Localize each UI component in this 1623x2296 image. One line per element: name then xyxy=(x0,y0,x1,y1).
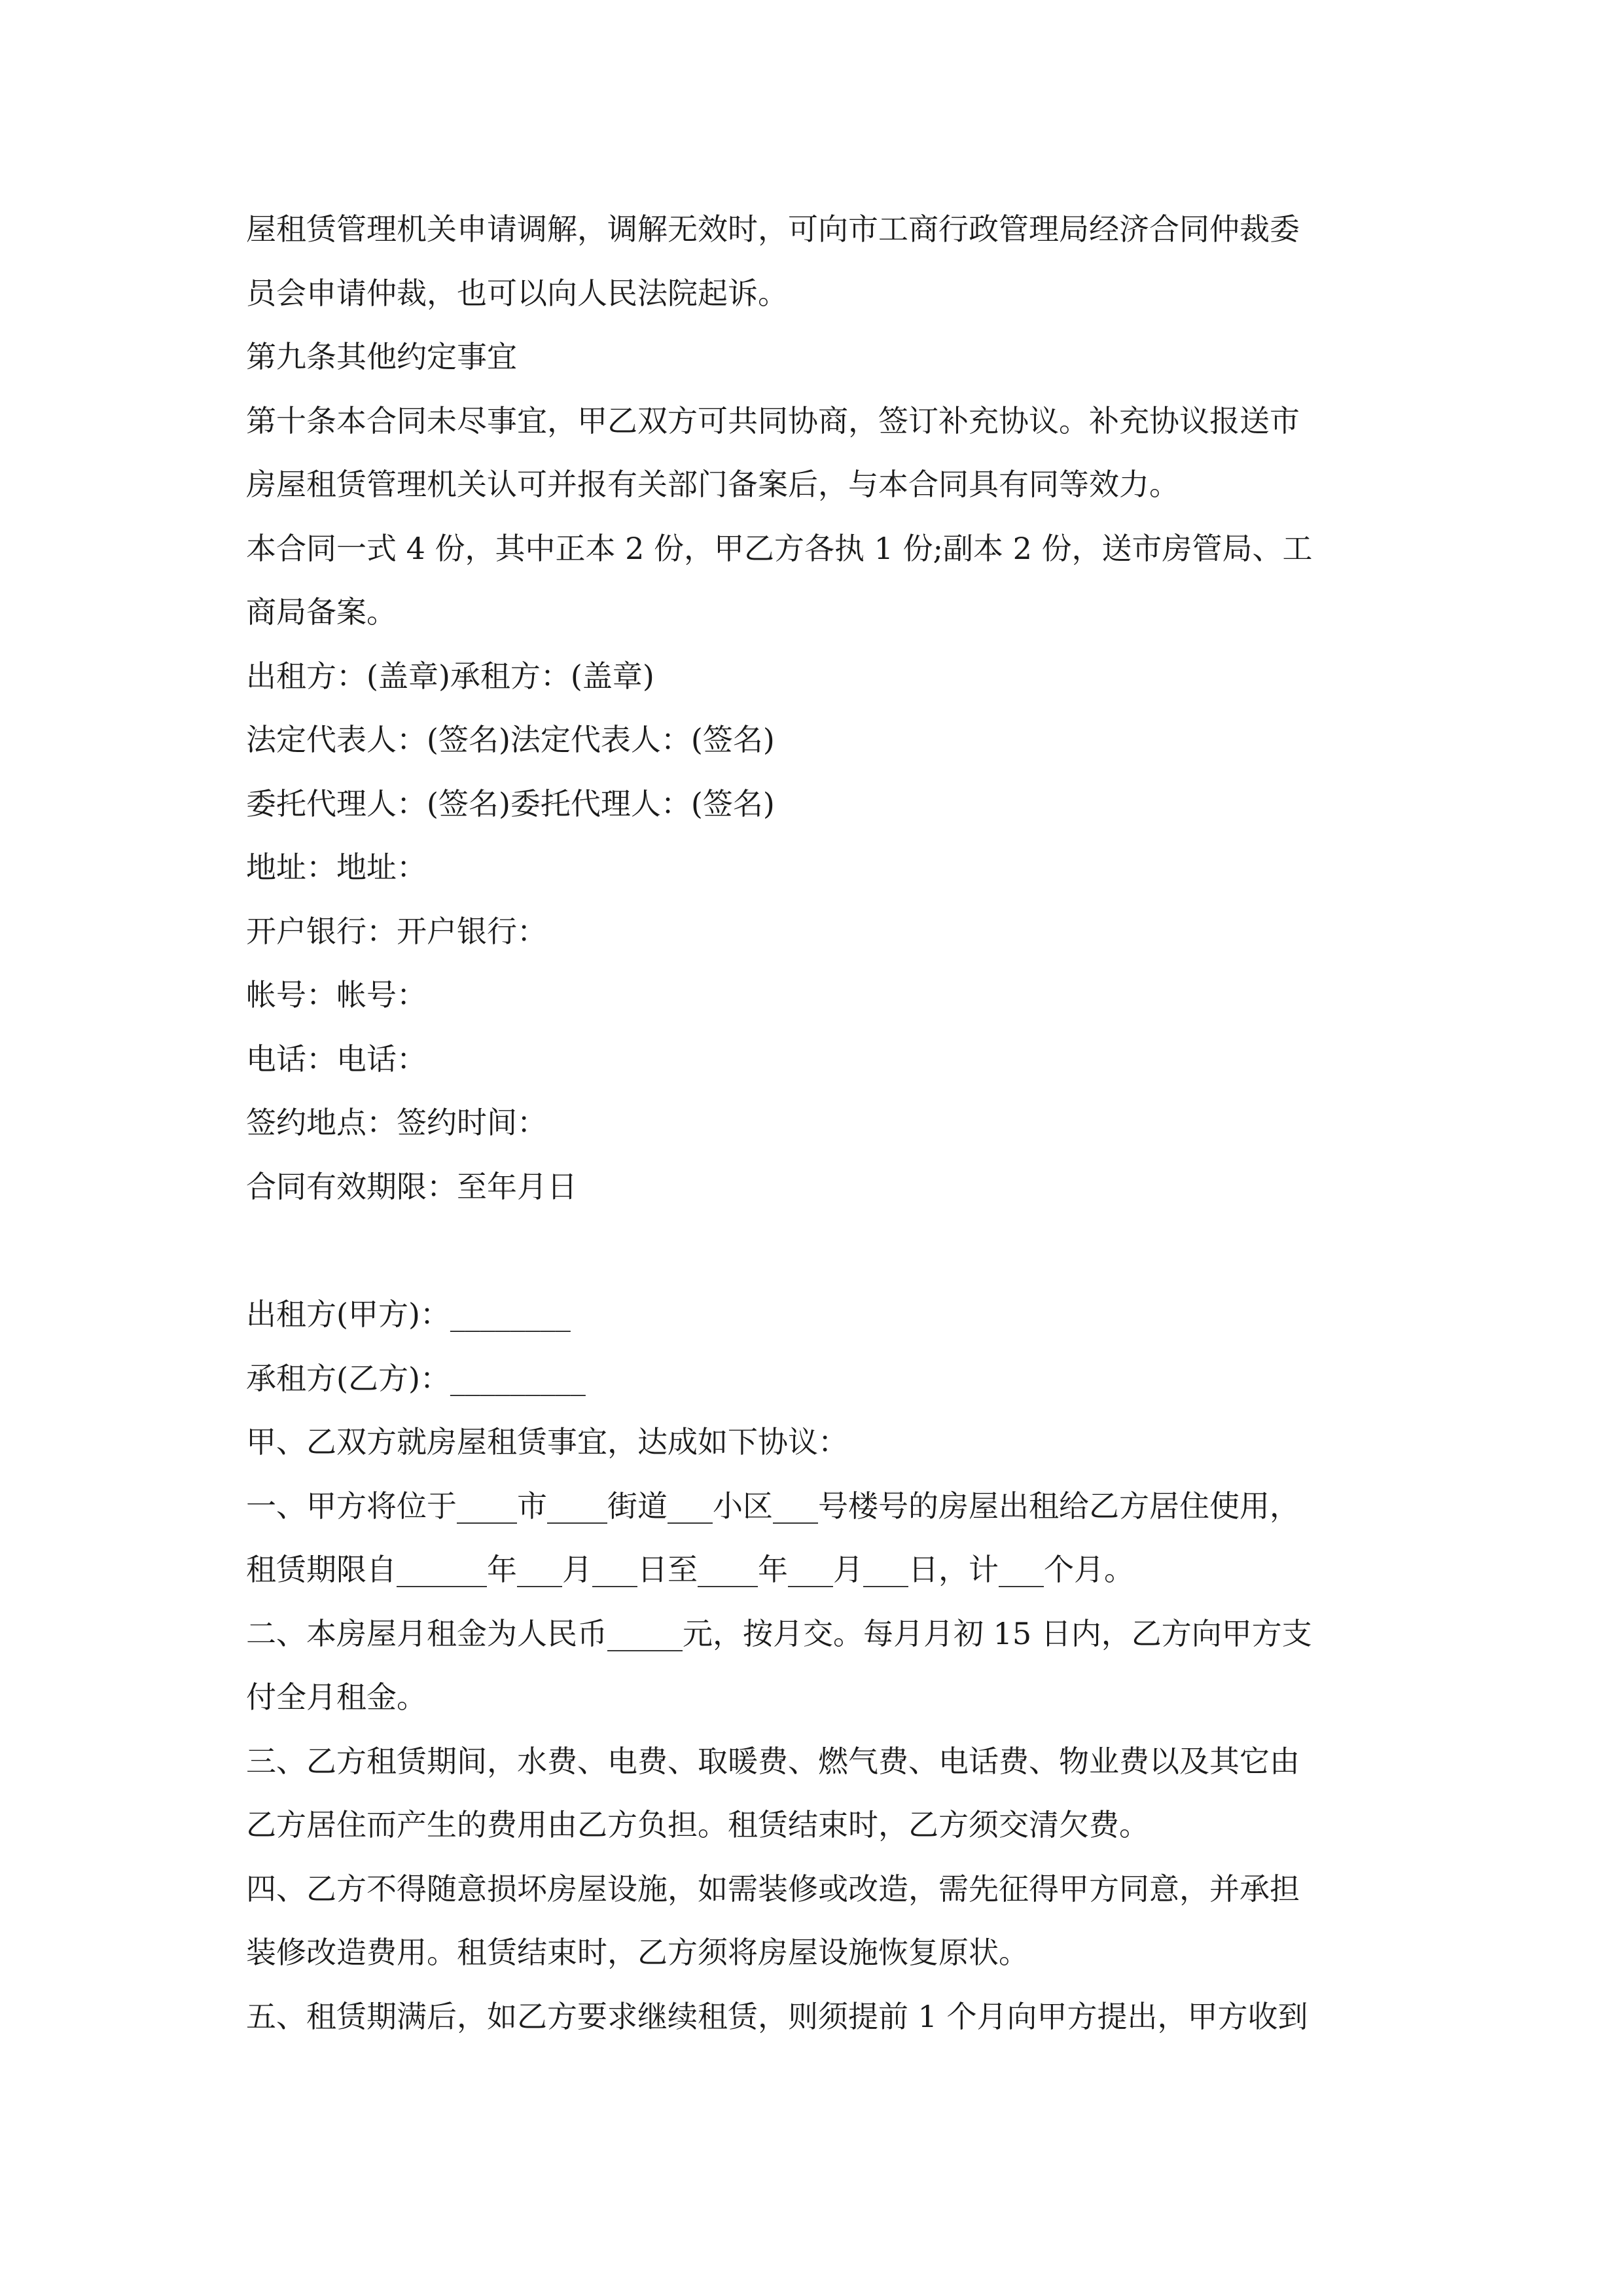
signature-lessor-lessee: 出租方：(盖章)承租方：(盖章) xyxy=(246,658,654,694)
text-line: 房屋租赁管理机关认可并报有关部门备案后，与本合同具有同等效力。 xyxy=(246,467,1179,502)
clause-1: 一、甲方将位于____市____街道___小区___号楼号的房屋出租给乙方居住使用， xyxy=(246,1488,1300,1524)
signature-legal-rep: 法定代表人：(签名)法定代表人：(签名) xyxy=(246,722,775,757)
text-line: 商局备案。 xyxy=(246,594,397,630)
address-field: 地址：地址： xyxy=(246,850,427,885)
clause-9-heading: 第九条其他约定事宜 xyxy=(246,339,517,374)
lessor-party-a: 出租方(甲方)：________ xyxy=(246,1297,571,1332)
copies-clause: 本合同一式 4 份，其中正本 2 份，甲乙方各执 1 份;副本 2 份，送市房管局、工 xyxy=(246,530,1313,566)
phone-field: 电话：电话： xyxy=(246,1041,427,1077)
bank-field: 开户银行：开户银行： xyxy=(246,913,547,949)
text-line: 装修改造费用。租赁结束时，乙方须将房屋设施恢复原状。 xyxy=(246,1935,1029,1970)
text-line: 租赁期限自______年___月___日至____年___月___日，计___个月。 xyxy=(246,1552,1134,1587)
signing-place-time: 签约地点：签约时间： xyxy=(246,1105,547,1140)
text-line: 员会申请仲裁，也可以向人民法院起诉。 xyxy=(246,275,788,311)
clause-3: 三、乙方租赁期间，水费、电费、取暖费、燃气费、电话费、物业费以及其它由 xyxy=(246,1743,1300,1779)
text-line: 屋租赁管理机关申请调解，调解无效时，可向市工商行政管理局经济合同仲裁委 xyxy=(246,211,1300,247)
agreement-intro: 甲、乙双方就房屋租赁事宜，达成如下协议： xyxy=(246,1424,848,1460)
clause-4: 四、乙方不得随意损坏房屋设施，如需装修或改造，需先征得甲方同意，并承担 xyxy=(246,1871,1300,1907)
clause-10-text: 第十条本合同未尽事宜，甲乙双方可共同协商，签订补充协议。补充协议报送市 xyxy=(246,403,1300,439)
clause-2: 二、本房屋月租金为人民币_____元，按月交。每月月初 15 日内，乙方向甲方支 xyxy=(246,1615,1312,1651)
signature-agent: 委托代理人：(签名)委托代理人：(签名) xyxy=(246,785,775,821)
text-line: 付全月租金。 xyxy=(246,1679,427,1715)
contract-clauses-end xyxy=(246,198,1385,1219)
second-contract xyxy=(246,1283,1385,2049)
clause-5: 五、租赁期满后，如乙方要求继续租赁，则须提前 1 个月向甲方提出，甲方收到 xyxy=(246,1998,1308,2034)
account-field: 帐号：帐号： xyxy=(246,977,427,1013)
contract-validity: 合同有效期限：至年月日 xyxy=(246,1168,577,1204)
text-line: 乙方居住而产生的费用由乙方负担。租赁结束时，乙方须交清欠费。 xyxy=(246,1807,1149,1842)
lessee-party-b: 承租方(乙方)：_________ xyxy=(246,1360,586,1396)
